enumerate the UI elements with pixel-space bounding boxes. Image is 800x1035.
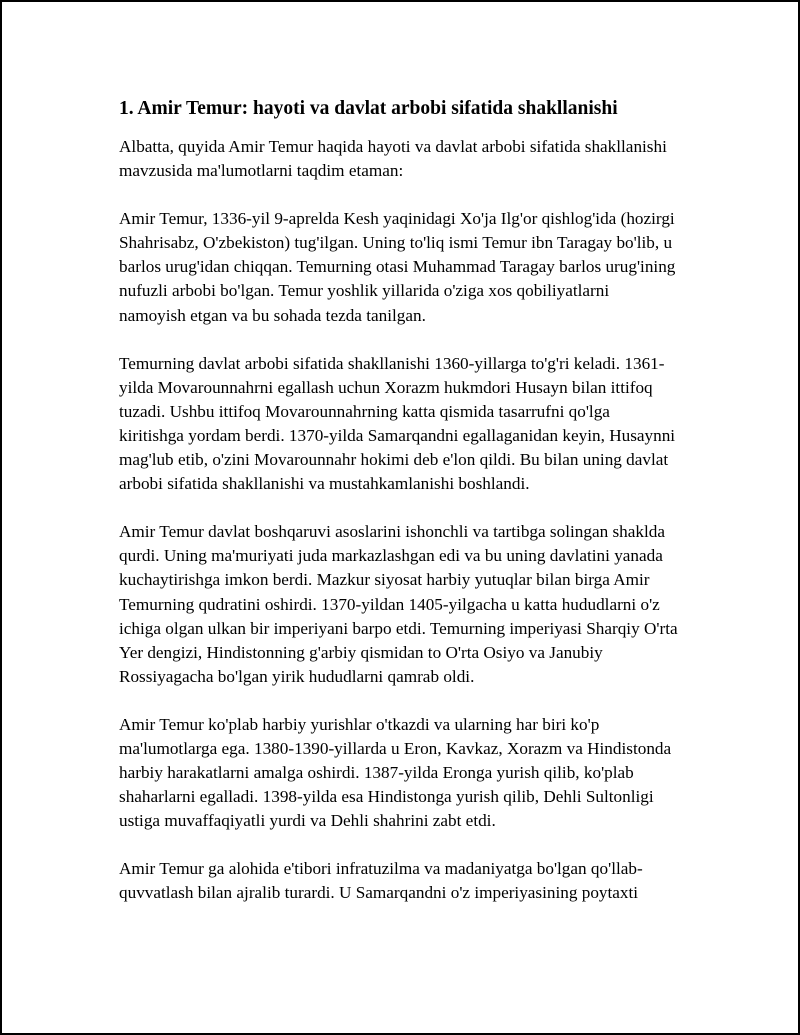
paragraph-rise-to-power: Temurning davlat arbobi sifatida shakllanishi 1360-yillarga to'g'ri keladi. 1361-yilda Movarounnahrni egallash uchun Xorazm hukmdori Husayn bilan ittifoq tuzadi. Ushbu ittifoq Movarounnahrning katta qismida tasarrufni qo'lga kiritishga yordam berdi. 1370-yilda Samarqandni egallaganidan keyin, Husaynni mag'lub etib, o'zini Movarounnahr hokimi deb e'lon qildi. Bu bilan uning davlat arbobi sifatida shakllanishi va mustahkamlanishi boshlandi. xyxy=(119,353,676,494)
paragraph-intro: Albatta, quyida Amir Temur haqida hayoti va davlat arbobi sifatida shakllanishi mavzusida ma'lumotlarni taqdim etaman: xyxy=(119,137,667,181)
document-title: 1. Amir Temur: hayoti va davlat arbobi sifatida shakllanishi xyxy=(119,98,618,119)
paragraph-administration: Amir Temur davlat boshqaruvi asoslarini ishonchli va tartibga solingan shaklda qurdi. Uning ma'muriyati juda markazlashgan edi va bu uning davlatini yanada kuchaytirishga imkon berdi. Mazkur siyosat harbiy yutuqlar bilan birga Amir Temurning qudratini oshirdi. 1370-yildan 1405-yilgacha u katta hududlarni o'z ichiga olgan ulkan bir imperiyani barpo etdi. Temurning imperiyasi Sharqiy O'rta Yer dengizi, Hindistonning g'arbiy qismidan to O'rta Osiyo va Janubiy Rossiyagacha bo'lgan yirik hududlarni qamrab oldi. xyxy=(119,522,678,686)
paragraph-birth: Amir Temur, 1336-yil 9-aprelda Kesh yaqinidagi Xo'ja Ilg'or qishlog'ida (hozirgi Shahrisabz, O'zbekiston) tug'ilgan. Uning to'liq ismi Temur ibn Taragay bo'lib, u barlos urug'idan chiqqan. Temurning otasi Muhammad Taragay barlos urug'ining nufuzli arbobi bo'lgan. Temur yoshlik yillarida o'ziga xos qobiliyatlarni namoyish etgan va bu sohada tezda tanilgan. xyxy=(119,209,676,325)
paragraph-campaigns: Amir Temur ko'plab harbiy yurishlar o'tkazdi va ularning har biri ko'p ma'lumotlarga ega. 1380-1390-yillarda u Eron, Kavkaz, Xorazm va Hindistonda harbiy harakatlarni amalga oshirdi. 1387-yilda Eronga yurish qilib, ko'plab shaharlarni egalladi. 1398-yilda esa Hindistonga yurish qilib, Dehli Sultonligi ustiga muvaffaqiyatli yurdi va Dehli shahrini zabt etdi. xyxy=(119,714,672,831)
paragraph-infrastructure: Amir Temur ga alohida e'tibori infratuzilma va madaniyatga bo'lgan qo'llab-quvvatlash bilan ajralib turardi. U Samarqandni o'z imperiyasining poytaxti xyxy=(119,859,643,903)
document-body xyxy=(119,95,679,930)
